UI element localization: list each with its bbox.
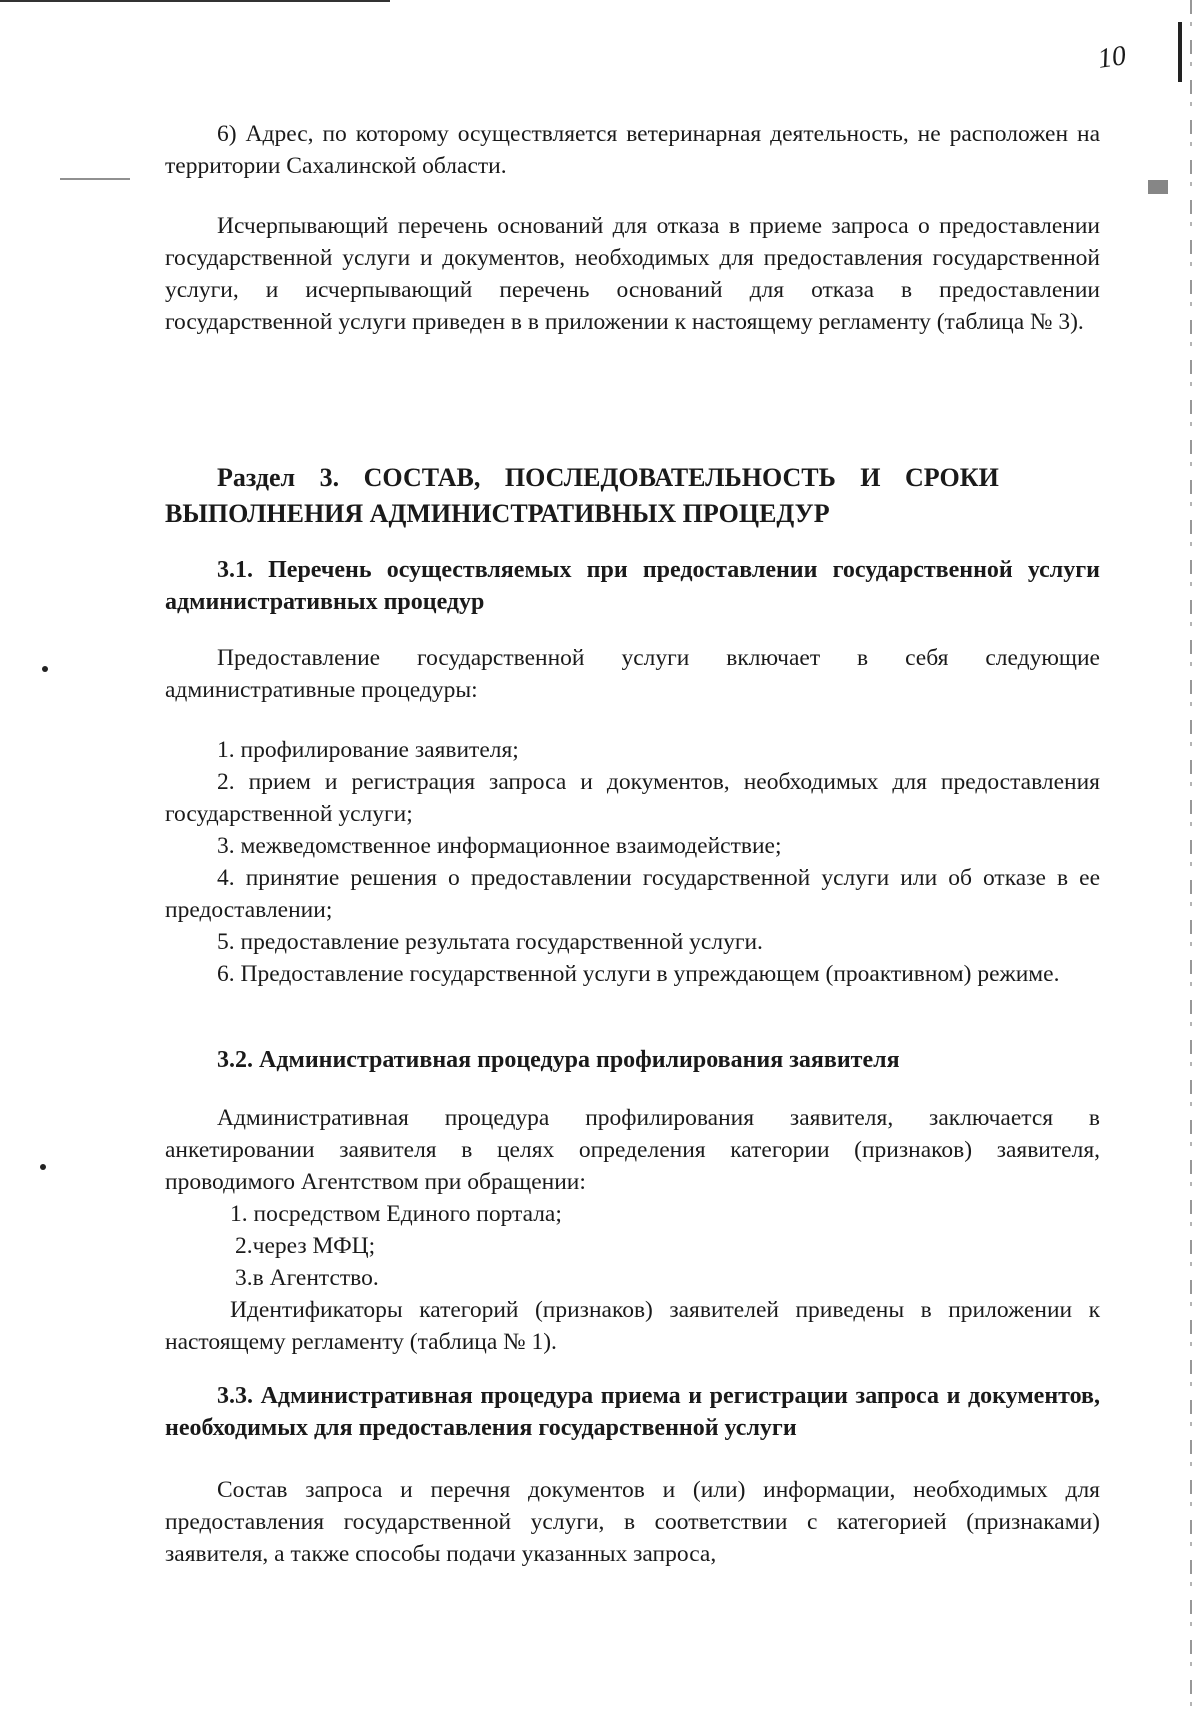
refusal-text: Исчерпывающий перечень оснований для отказа в приеме запроса о предоставлении государственной услуги и документов, необходимых для предоставления государственной услуги, и исчерпывающий перечень оснований для отказа в предоставлении государственной услуги приведен в в приложении к настоящему регламенту (таблица № 3). bbox=[165, 213, 1100, 335]
scan-edge-mark bbox=[1178, 22, 1182, 82]
s31-item-5: 5. предоставление результата государственной услуги. bbox=[217, 929, 763, 955]
scan-right-edge bbox=[1190, 0, 1192, 1714]
s31-lead bbox=[165, 642, 1100, 706]
page-number: 10 bbox=[1095, 40, 1128, 75]
scan-top-rule bbox=[0, 0, 390, 2]
subsection-3-3-heading bbox=[165, 1380, 1100, 1444]
scan-artifact bbox=[1148, 180, 1168, 194]
scan-artifact bbox=[40, 1164, 46, 1170]
section-3-title-line1: Раздел 3. СОСТАВ, ПОСЛЕДОВАТЕЛЬНОСТЬ И СРОКИ bbox=[217, 463, 999, 492]
s31-lead-text: Предоставление государственной услуги включает в себя следующие административные процедуры: bbox=[165, 645, 1100, 703]
subsection-3-2-heading-text: 3.2. Административная процедура профилирования заявителя bbox=[217, 1047, 900, 1073]
scan-artifact bbox=[42, 666, 48, 672]
s33-lead-text: Состав запроса и перечня документов и (или) информации, необходимых для предоставления государственной услуги, в соответствии с категорией (признаками) заявителя, а также способы подачи указанных запроса, bbox=[165, 1477, 1100, 1567]
s32-ids bbox=[165, 1294, 1100, 1358]
subsection-3-3-heading-text: 3.3. Административная процедура приема и регистрации запроса и документов, необходимых для предоставления государственной услуги bbox=[165, 1383, 1100, 1441]
item-6-text: 6) Адрес, по которому осуществляется ветеринарная деятельность, не расположен на территории Сахалинской области. bbox=[165, 121, 1100, 179]
s32-list bbox=[165, 1198, 1100, 1294]
s32-item-1: 1. посредством Единого портала; bbox=[230, 1201, 562, 1227]
s32-item-3: 3.в Агентство. bbox=[235, 1265, 379, 1291]
s32-lead-text: Административная процедура профилирования заявителя, заключается в анкетировании заявителя в целях определения категории (признаков) заявителя, проводимого Агентством при обращении: bbox=[165, 1105, 1100, 1195]
section-3-title bbox=[165, 460, 1100, 532]
s32-item-2: 2.через МФЦ; bbox=[235, 1233, 376, 1259]
s32-lead bbox=[165, 1102, 1100, 1198]
s33-lead bbox=[165, 1474, 1100, 1570]
refusal-paragraph bbox=[165, 210, 1100, 338]
subsection-3-2-heading bbox=[165, 1044, 1100, 1076]
s31-item-4: 4. принятие решения о предоставлении государственной услуги или об отказе в ее предоставлении; bbox=[165, 865, 1100, 923]
item-6-paragraph bbox=[165, 118, 1100, 182]
s31-list bbox=[165, 734, 1100, 990]
subsection-3-1-heading bbox=[165, 554, 1100, 618]
s31-item-3: 3. межведомственное информационное взаимодействие; bbox=[217, 833, 782, 859]
scan-artifact bbox=[60, 178, 130, 180]
s31-item-6: 6. Предоставление государственной услуги в упреждающем (проактивном) режиме. bbox=[217, 961, 1060, 987]
subsection-3-1-heading-text: 3.1. Перечень осуществляемых при предоставлении государственной услуги административных процедур bbox=[165, 557, 1100, 615]
s31-item-2: 2. прием и регистрация запроса и документов, необходимых для предоставления государственной услуги; bbox=[165, 769, 1100, 827]
s32-ids-text: Идентификаторы категорий (признаков) заявителей приведены в приложении к настоящему регламенту (таблица № 1). bbox=[165, 1297, 1100, 1355]
s31-item-1: 1. профилирование заявителя; bbox=[217, 737, 519, 763]
section-3-title-line2: ВЫПОЛНЕНИЯ АДМИНИСТРАТИВНЫХ ПРОЦЕДУР bbox=[165, 499, 830, 528]
